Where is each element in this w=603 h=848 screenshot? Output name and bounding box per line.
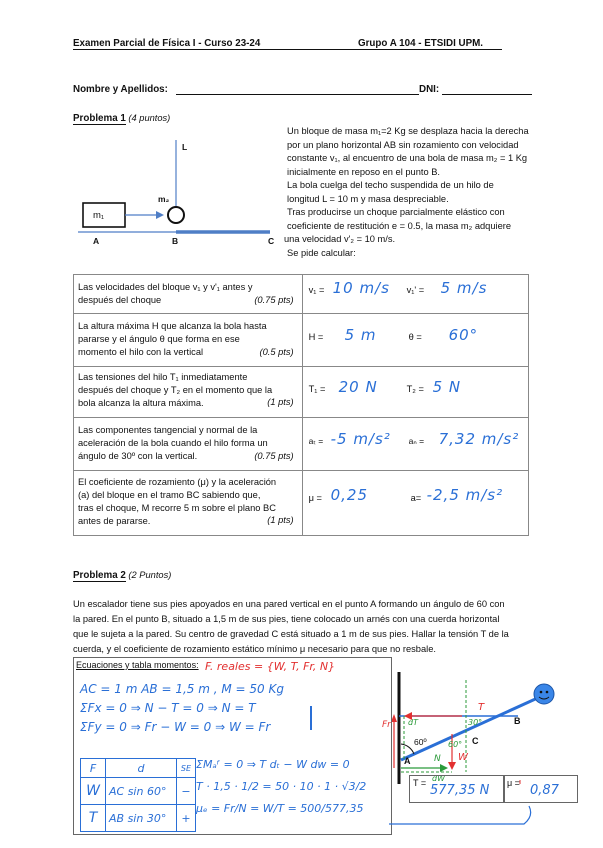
ball-m2 xyxy=(168,207,184,223)
question-cell xyxy=(74,418,303,471)
label-W: W xyxy=(458,752,468,763)
moments-table xyxy=(80,758,196,832)
statement-line: Un escalador tiene sus pies apoyados en una pared vertical en el punto A formando un ángulo de 60 con xyxy=(73,599,505,609)
label-fig-A: A xyxy=(404,756,411,766)
label-60deg: 60° xyxy=(448,740,463,749)
label-dW: dW xyxy=(432,774,445,783)
table-cell: T xyxy=(81,805,106,832)
answer-label: T₁ = xyxy=(308,384,326,394)
problem2-title: Problema 2 xyxy=(73,570,126,581)
question-line: El coeficiente de rozamiento (μ) y la aceleración xyxy=(78,477,277,487)
answer-H: 5 m xyxy=(344,326,377,344)
climber-head xyxy=(534,684,554,704)
label-L: L xyxy=(182,142,188,152)
label-T: T xyxy=(478,702,485,713)
statement-line: Un bloque de masa m₁=2 Kg se desplaza hacia la derecha xyxy=(287,126,529,136)
table-row xyxy=(81,778,196,805)
answer-label: θ = xyxy=(408,332,422,342)
label-fig-C: C xyxy=(472,736,479,746)
question-line: después del choque y T₂ en el momento que la xyxy=(78,385,273,395)
answer-a: -2,5 m/s² xyxy=(426,486,504,504)
answer-mu-box[interactable] xyxy=(503,775,578,803)
question-line: Las velocidades del bloque v₁ y v'₁ antes y xyxy=(78,282,253,292)
question-line: momento el hilo con la vertical xyxy=(78,347,204,357)
points-label: (0.75 pts) xyxy=(254,295,294,305)
points-label: (1 pts) xyxy=(267,397,294,407)
answer-mu: 0,25 xyxy=(330,486,368,504)
problem1-heading xyxy=(73,113,170,124)
statement-line: por un plano horizontal AB sin rozamiento con velocidad xyxy=(287,139,519,150)
label-C: C xyxy=(268,236,275,246)
label-Fr: Fr xyxy=(382,720,391,730)
table-header: d xyxy=(106,759,177,778)
dni-field[interactable] xyxy=(442,94,532,95)
problem1-table xyxy=(73,274,529,536)
question-line: (a) del bloque en el tramo BC sabiendo que, xyxy=(78,490,261,500)
answer-mu-label: μ = xyxy=(507,778,520,788)
problem2-points: (2 Puntos) xyxy=(128,570,172,580)
note-line: ΣFy = 0 ⇒ Fr − W = 0 ⇒ W = Fr xyxy=(80,720,271,734)
answer-v1-prime: 5 m/s xyxy=(440,279,488,297)
group-label: Grupo A 104 - ETSIDI UPM. xyxy=(358,38,502,50)
problem2-heading xyxy=(73,570,171,581)
statement-line: la pared. En el punto B, situado a 1,5 m de sus pies, tiene colocado un arnés con una cuerda horizontal xyxy=(73,614,500,624)
statement-line: inicialmente en reposo en el punto B. xyxy=(287,166,440,177)
table-row xyxy=(74,367,529,418)
answer-label: H = xyxy=(308,332,324,342)
connector-line xyxy=(389,800,539,830)
note-bracket xyxy=(310,706,312,730)
answer-T-value: 577,35 N xyxy=(430,783,490,798)
angle-arc xyxy=(401,744,414,754)
points-label: (0.75 pts) xyxy=(254,451,294,461)
friction-arrowhead xyxy=(392,714,397,722)
points-label: (0.5 pts) xyxy=(259,347,294,357)
answer-label: T₂ = xyxy=(406,384,424,394)
label-dT: dT xyxy=(408,718,418,727)
question-line: después del choque xyxy=(78,295,162,305)
question-line: tras el choque, M recorre 5 m sobre el plano BC xyxy=(78,503,276,513)
answer-cell[interactable] xyxy=(302,367,528,418)
answer-cell[interactable] xyxy=(302,418,528,471)
name-field[interactable] xyxy=(176,94,419,95)
answer-T1: 20 N xyxy=(338,378,378,396)
table-cell: W xyxy=(81,778,106,805)
problem2-statement xyxy=(73,597,553,657)
question-line: pararse y el ángulo θ que forma en ese xyxy=(78,334,240,344)
real-forces-note: F. reales = {W, T, Fr, N} xyxy=(205,660,336,673)
label-m1: m₁ xyxy=(93,210,105,221)
note-line: T · 1,5 · 1/2 = 50 · 10 · 1 · √3/2 xyxy=(196,780,367,793)
answer-label: a= xyxy=(410,493,422,503)
answer-cell[interactable] xyxy=(302,314,528,367)
label-A: A xyxy=(93,236,100,246)
label-B: B xyxy=(172,236,179,246)
table-cell: − xyxy=(177,778,196,805)
note-line: μₑ = Fr/N = W/T = 500/577,35 xyxy=(196,802,364,815)
statement-line: Se pide calcular: xyxy=(287,247,356,258)
answer-label: aₙ = xyxy=(408,436,425,446)
problem1-points: (4 puntos) xyxy=(128,113,171,123)
question-cell xyxy=(74,471,303,536)
problem1-statement xyxy=(284,125,557,260)
table-row xyxy=(81,759,196,778)
moment-equations xyxy=(196,754,366,820)
statement-line: coeficiente de restitución e = 0.5, la masa m₂ adquiere xyxy=(287,220,512,231)
answer-theta: 60° xyxy=(448,326,479,344)
answer-mu-value: 0,87 xyxy=(530,783,559,798)
table-row xyxy=(74,314,529,367)
table-header: F xyxy=(81,759,106,778)
statement-line: longitud L = 10 m y masa despreciable. xyxy=(287,193,449,204)
climber-figure xyxy=(392,672,572,784)
question-line: Las tensiones del hilo T₁ inmediatamente xyxy=(78,372,248,382)
answer-label: aₜ = xyxy=(308,436,324,446)
question-cell xyxy=(74,367,303,418)
answer-cell[interactable] xyxy=(302,275,528,314)
exam-title: Examen Parcial de Física I - Curso 23-24 xyxy=(73,38,358,50)
label-N: N xyxy=(434,754,441,764)
statement-line: constante v₁, al encuentro de una bola de masa m₂ = 1 Kg xyxy=(287,153,528,163)
note-line: ΣFx = 0 ⇒ N − T = 0 ⇒ N = T xyxy=(80,701,256,715)
table-row xyxy=(74,418,529,471)
question-line: La altura máxima H que alcanza la bola hasta xyxy=(78,321,267,331)
statement-line: La bola cuelga del techo suspendida de un hilo de xyxy=(287,180,494,190)
velocity-arrowhead xyxy=(156,211,164,219)
dni-label: DNI: xyxy=(419,84,440,95)
name-label: Nombre y Apellidos: xyxy=(73,84,168,95)
table-row xyxy=(74,275,529,314)
answer-cell[interactable] xyxy=(302,471,528,536)
answer-label: μ = xyxy=(308,493,322,503)
problem1-figure xyxy=(78,140,278,250)
question-line: antes de pararse. xyxy=(78,516,151,526)
eye xyxy=(540,691,543,694)
handwritten-notes xyxy=(80,680,284,737)
statement-line: que le sujeta a la pared. Su centro de gravedad C está situado a 1 m de sus pies. Hallar la tensión T de la xyxy=(73,629,509,639)
answer-T2: 5 N xyxy=(432,378,462,396)
question-cell xyxy=(74,314,303,367)
statement-line: una velocidad v'₂ = 10 m/s. xyxy=(284,234,396,244)
table-header: SE xyxy=(177,759,196,778)
answer-T-label: T = xyxy=(413,778,427,788)
points-label: (1 pts) xyxy=(267,515,294,525)
equations-title: Ecuaciones y tabla momentos: xyxy=(76,660,199,670)
question-line: ángulo de 30º con la vertical. xyxy=(78,451,198,461)
statement-line: Tras producirse un choque parcialmente elástico con xyxy=(287,207,505,217)
question-line: aceleración de la bola cuando el hilo forma un xyxy=(78,438,268,448)
table-cell: + xyxy=(177,805,196,832)
statement-line: cuerda, y el coeficiente de rozamiento estático mínimo μ necesario para que no resbale. xyxy=(73,644,436,654)
table-cell: AC sin 60° xyxy=(106,778,177,805)
weight-arrowhead xyxy=(448,762,456,770)
question-cell xyxy=(74,275,303,314)
climber-body xyxy=(401,696,542,760)
label-angle-60: 60º xyxy=(414,737,427,747)
answer-label: v₁' = xyxy=(406,285,425,295)
table-row xyxy=(74,471,529,536)
label-fig-B: B xyxy=(514,716,521,726)
answer-an: 7,32 m/s² xyxy=(438,430,520,448)
answer-at: -5 m/s² xyxy=(330,430,391,448)
table-row xyxy=(81,805,196,832)
answer-label: v₁ = xyxy=(308,285,325,295)
note-line: AC = 1 m AB = 1,5 m , M = 50 Kg xyxy=(80,682,284,696)
table-cell: AB sin 30° xyxy=(106,805,177,832)
eye xyxy=(546,691,549,694)
label-30deg: 30° xyxy=(468,718,483,727)
question-line: Las componentes tangencial y normal de la xyxy=(78,425,258,435)
note-line: ΣMₐᶠ = 0 ⇒ T dₜ − W dᴡ = 0 xyxy=(196,758,350,771)
question-line: bola alcanza la altura máxima. xyxy=(78,398,204,408)
answer-T-box[interactable] xyxy=(409,775,505,803)
normal-arrowhead xyxy=(440,764,448,772)
answer-v1: 10 m/s xyxy=(332,279,390,297)
problem1-title: Problema 1 xyxy=(73,113,126,124)
label-m2: m₂ xyxy=(158,194,170,204)
